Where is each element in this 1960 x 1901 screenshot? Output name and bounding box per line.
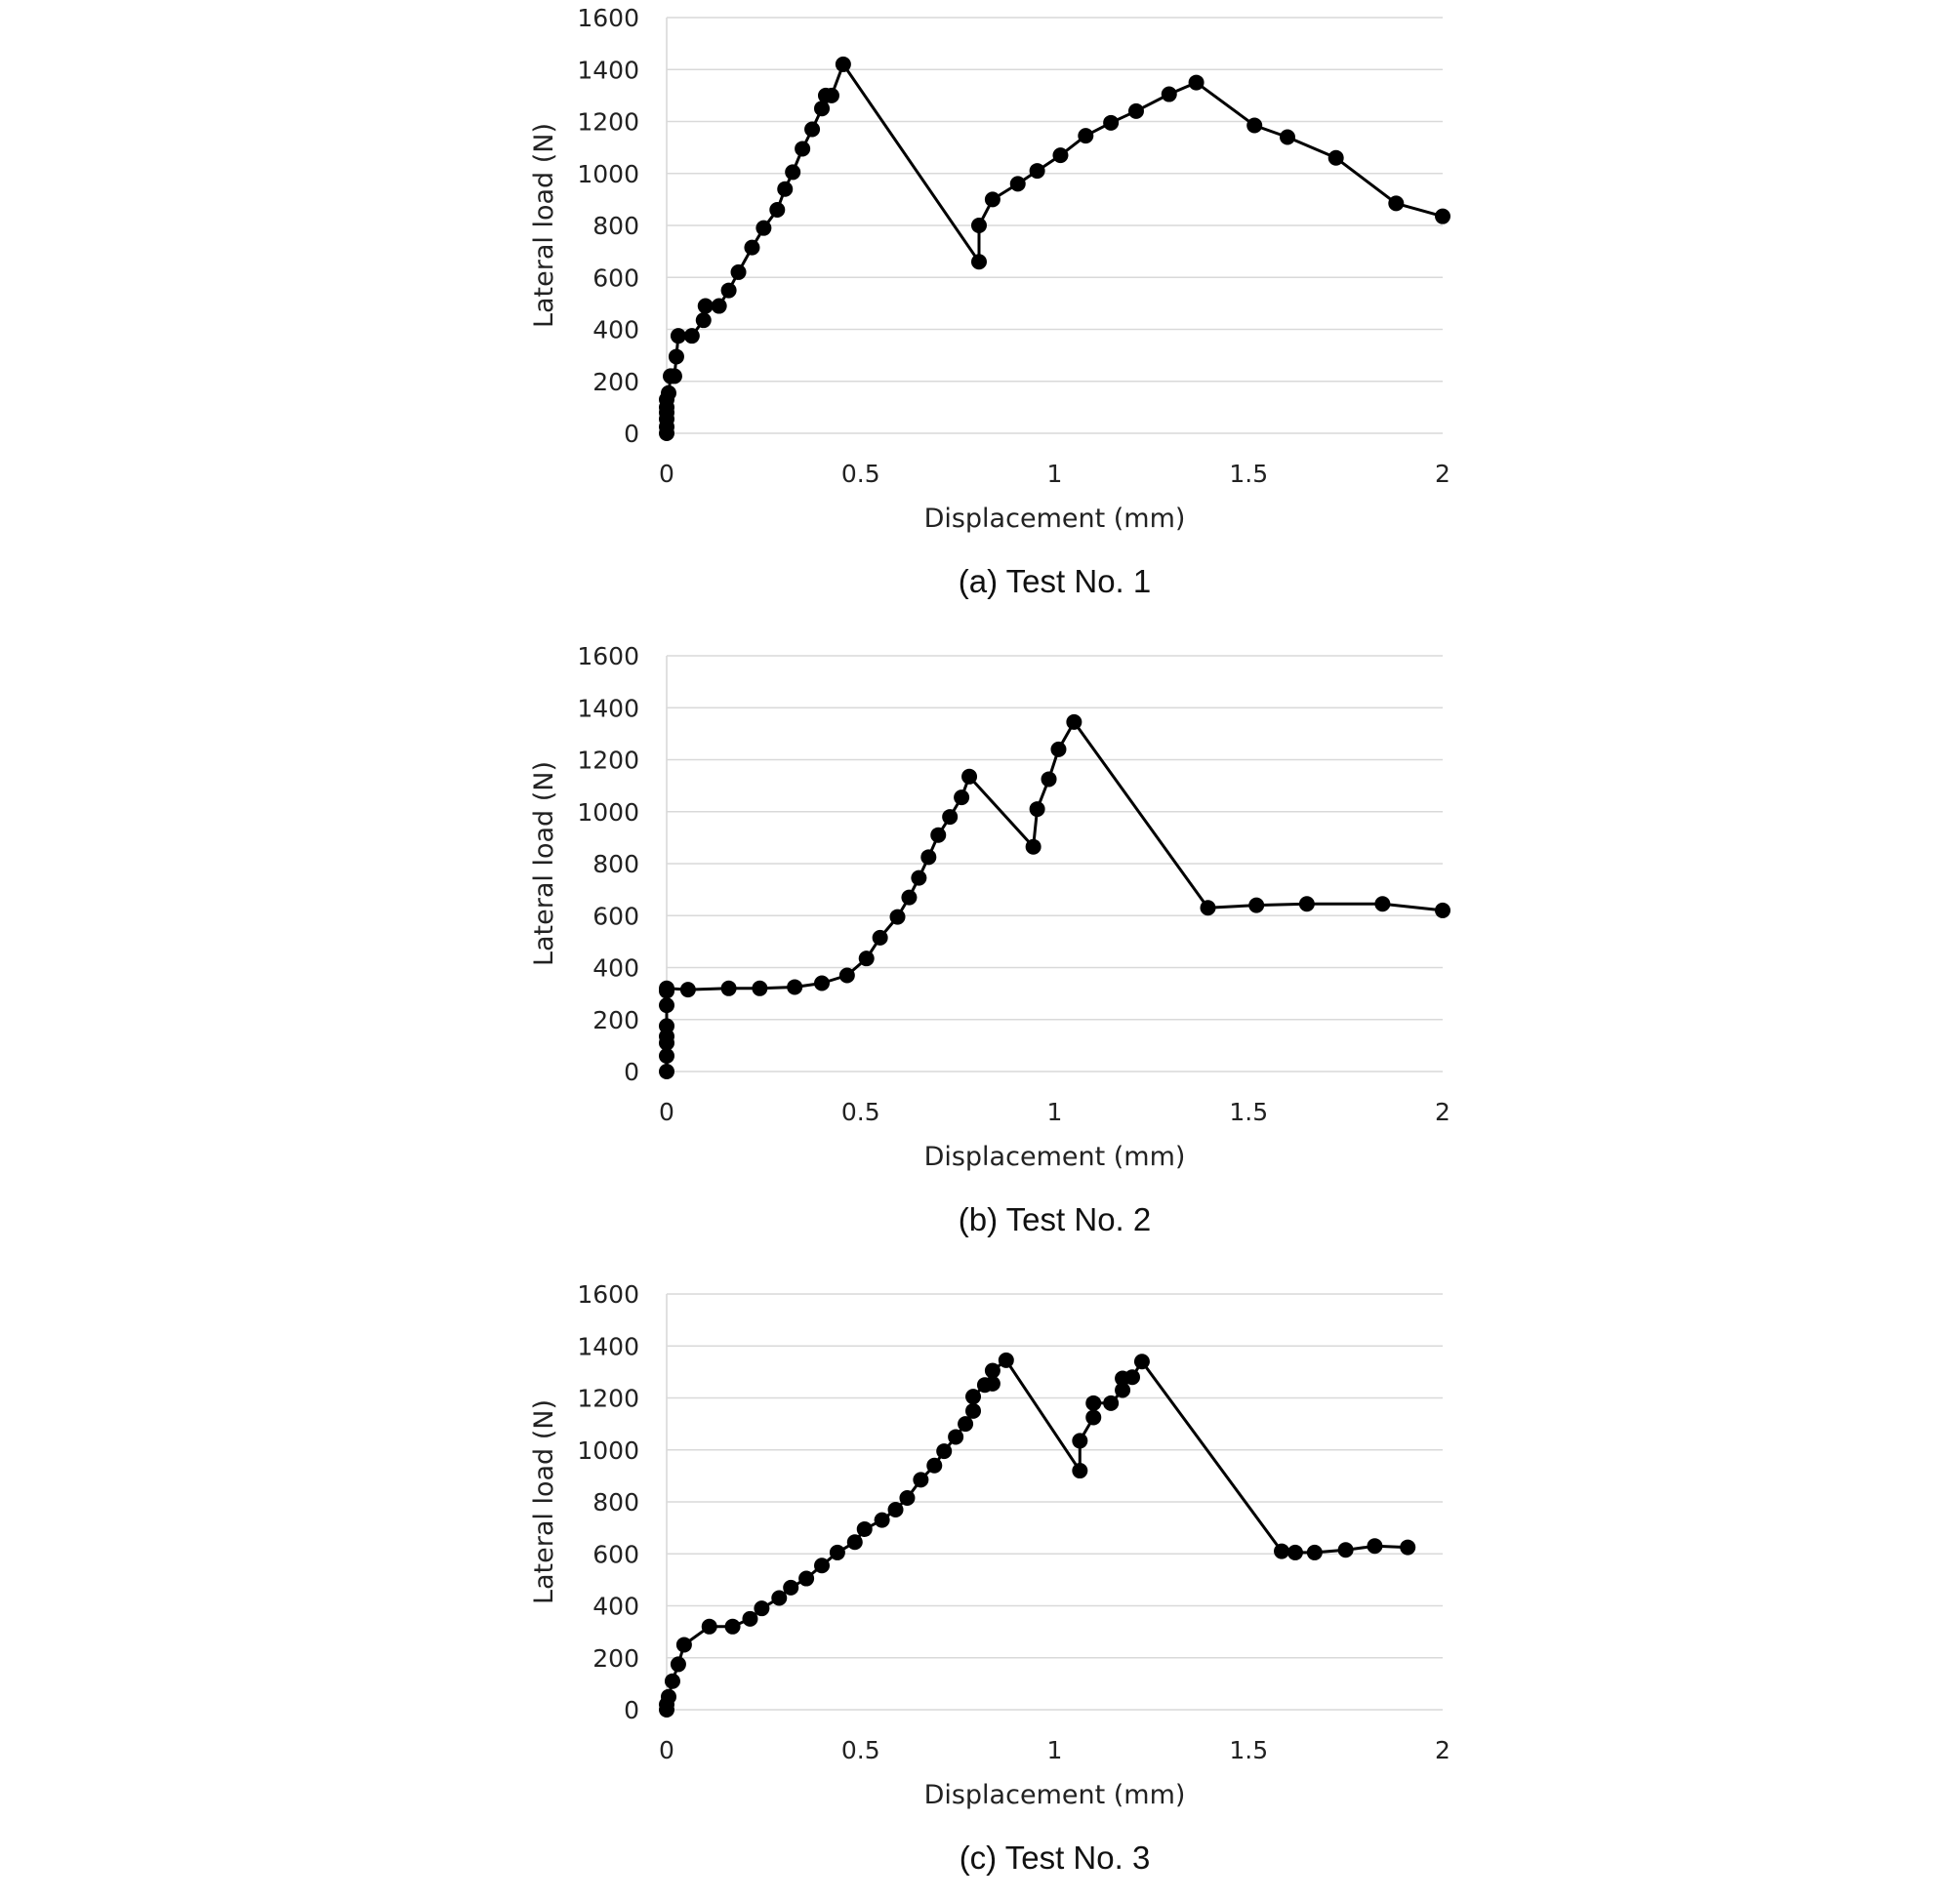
y-tick-label: 400 [592, 315, 639, 344]
data-point [814, 975, 830, 991]
data-point [771, 1591, 787, 1606]
y-tick-label: 200 [592, 1643, 639, 1673]
data-point [930, 828, 946, 843]
data-point [1388, 195, 1404, 211]
data-point [1338, 1542, 1354, 1557]
data-point [954, 789, 969, 805]
y-tick-label: 800 [592, 1488, 639, 1517]
data-point [1201, 900, 1216, 915]
y-axis-label: Lateral load (N) [529, 760, 559, 967]
data-point [680, 982, 696, 997]
chart-panel-b [0, 638, 1960, 1263]
data-point [1374, 896, 1390, 911]
x-tick-label: 1 [1046, 460, 1063, 488]
y-tick-label: 600 [592, 902, 639, 931]
x-tick-label: 1.5 [1229, 1098, 1269, 1126]
y-tick-label: 1400 [577, 1332, 639, 1361]
data-point [1050, 742, 1066, 757]
x-tick-label: 0 [659, 460, 674, 488]
data-point [958, 1416, 973, 1432]
y-tick-label: 1000 [577, 159, 639, 188]
data-point [920, 849, 936, 865]
data-point [1189, 75, 1205, 91]
data-point [783, 1580, 798, 1596]
data-point [1103, 115, 1119, 131]
data-point [684, 328, 700, 344]
x-tick-label: 0 [659, 1736, 674, 1764]
data-point [1030, 163, 1045, 179]
chart-panel-c [0, 1276, 1960, 1901]
data-point [669, 348, 684, 364]
data-point [1280, 129, 1295, 144]
data-point [814, 1557, 830, 1573]
data-point [890, 910, 906, 925]
data-point [1026, 839, 1041, 855]
data-point [1072, 1433, 1087, 1448]
data-point [1052, 147, 1068, 163]
data-point [857, 1521, 873, 1537]
data-point [659, 1064, 674, 1079]
data-point [1162, 87, 1177, 102]
data-point [1010, 176, 1026, 191]
chart-caption: (b) Test No. 2 [958, 1201, 1152, 1237]
y-tick-label: 200 [592, 367, 639, 396]
x-axis-label: Displacement (mm) [923, 1142, 1186, 1172]
y-tick-label: 800 [592, 850, 639, 878]
x-tick-label: 0.5 [840, 1736, 880, 1764]
data-point [698, 299, 714, 314]
data-point [777, 182, 793, 197]
data-point [785, 164, 800, 180]
data-point [836, 57, 851, 72]
data-point [942, 809, 958, 825]
data-point [901, 890, 917, 906]
data-point [1085, 1409, 1101, 1425]
data-point [926, 1458, 942, 1474]
data-point [676, 1637, 692, 1652]
data-point [1274, 1544, 1289, 1559]
data-point [731, 264, 747, 280]
data-point [971, 254, 987, 269]
data-point [752, 981, 767, 996]
x-tick-label: 1.5 [1229, 1736, 1269, 1764]
data-point [795, 141, 810, 156]
data-point [725, 1619, 741, 1635]
chart-svg-c [0, 1276, 1960, 1876]
data-point [1248, 898, 1264, 913]
data-point [721, 981, 737, 996]
data-point [798, 1571, 814, 1587]
data-point [1400, 1540, 1415, 1556]
data-point [667, 368, 682, 384]
data-point [671, 328, 686, 344]
data-point [839, 967, 855, 983]
data-point [985, 191, 1000, 207]
data-point [659, 981, 674, 996]
x-axis-label: Displacement (mm) [923, 1780, 1186, 1810]
data-point [985, 1363, 1000, 1379]
data-point [1134, 1354, 1150, 1369]
data-point [1103, 1395, 1119, 1411]
y-tick-label: 400 [592, 1592, 639, 1621]
y-tick-label: 200 [592, 1005, 639, 1034]
x-tick-label: 2 [1435, 1736, 1450, 1764]
data-point [1066, 714, 1082, 730]
data-point [702, 1619, 717, 1635]
data-point [830, 1545, 845, 1560]
data-point [948, 1429, 963, 1444]
data-point [659, 1018, 674, 1033]
data-point [859, 950, 875, 966]
data-point [787, 979, 802, 994]
x-tick-label: 1 [1046, 1736, 1063, 1764]
data-point [888, 1502, 904, 1517]
y-tick-label: 1000 [577, 797, 639, 827]
y-tick-label: 600 [592, 1540, 639, 1569]
data-point [873, 930, 888, 946]
data-point [965, 1389, 981, 1404]
y-axis-label: Lateral load (N) [529, 122, 559, 329]
y-tick-label: 1600 [577, 1280, 639, 1309]
data-point [965, 1403, 981, 1419]
data-point [913, 1472, 928, 1487]
y-tick-label: 800 [592, 212, 639, 240]
data-point [1246, 117, 1262, 133]
data-point [769, 202, 785, 218]
x-tick-label: 1 [1046, 1098, 1063, 1126]
data-point [1287, 1545, 1303, 1560]
y-tick-label: 1400 [577, 56, 639, 85]
data-point [936, 1443, 952, 1459]
chart-caption: (a) Test No. 1 [958, 563, 1152, 599]
data-point [911, 870, 926, 886]
x-tick-label: 2 [1435, 1098, 1450, 1126]
data-point [899, 1490, 915, 1506]
data-point [824, 88, 839, 103]
data-point [1072, 1463, 1087, 1478]
series-line [667, 64, 1443, 433]
data-point [1041, 771, 1057, 787]
data-point [971, 218, 987, 233]
data-point [1367, 1538, 1382, 1554]
data-point [1435, 209, 1450, 224]
chart-svg-b [0, 638, 1960, 1263]
x-tick-label: 0 [659, 1098, 674, 1126]
x-tick-label: 2 [1435, 460, 1450, 488]
data-point [671, 1656, 686, 1672]
data-point [847, 1534, 863, 1550]
data-point [754, 1600, 769, 1616]
y-axis-label: Lateral load (N) [529, 1398, 559, 1605]
data-point [875, 1513, 890, 1528]
y-tick-label: 400 [592, 953, 639, 983]
chart-caption: (c) Test No. 3 [959, 1840, 1151, 1876]
x-tick-label: 1.5 [1229, 460, 1269, 488]
data-point [721, 283, 737, 299]
data-point [665, 1674, 680, 1689]
y-tick-label: 1400 [577, 694, 639, 723]
x-tick-label: 0.5 [840, 460, 880, 488]
y-tick-label: 1600 [577, 4, 639, 32]
data-point [1124, 1369, 1140, 1385]
data-point [696, 312, 712, 328]
data-point [804, 121, 820, 137]
y-tick-label: 0 [624, 1058, 639, 1086]
data-point [712, 299, 727, 314]
y-tick-label: 1200 [577, 746, 639, 775]
data-point [659, 997, 674, 1013]
data-point [1328, 150, 1344, 166]
chart-panel-a [0, 0, 1960, 625]
y-tick-label: 1200 [577, 107, 639, 137]
data-point [1435, 903, 1450, 918]
y-tick-label: 0 [624, 1696, 639, 1724]
data-point [744, 240, 759, 256]
data-point [1299, 896, 1315, 911]
data-point [961, 769, 977, 785]
y-tick-label: 1200 [577, 1384, 639, 1413]
data-point [1128, 103, 1144, 119]
data-point [661, 385, 676, 401]
data-point [661, 1689, 676, 1705]
y-tick-label: 1600 [577, 642, 639, 670]
x-tick-label: 0.5 [840, 1098, 880, 1126]
data-point [1085, 1395, 1101, 1411]
y-tick-label: 1000 [577, 1436, 639, 1465]
x-axis-label: Displacement (mm) [923, 504, 1186, 534]
chart-svg-a [0, 0, 1960, 625]
data-point [999, 1353, 1014, 1368]
data-point [742, 1611, 757, 1627]
data-point [1030, 801, 1045, 817]
data-point [755, 221, 771, 236]
data-point [1078, 128, 1093, 143]
y-tick-label: 0 [624, 420, 639, 448]
data-point [1307, 1545, 1323, 1560]
y-tick-label: 600 [592, 263, 639, 293]
